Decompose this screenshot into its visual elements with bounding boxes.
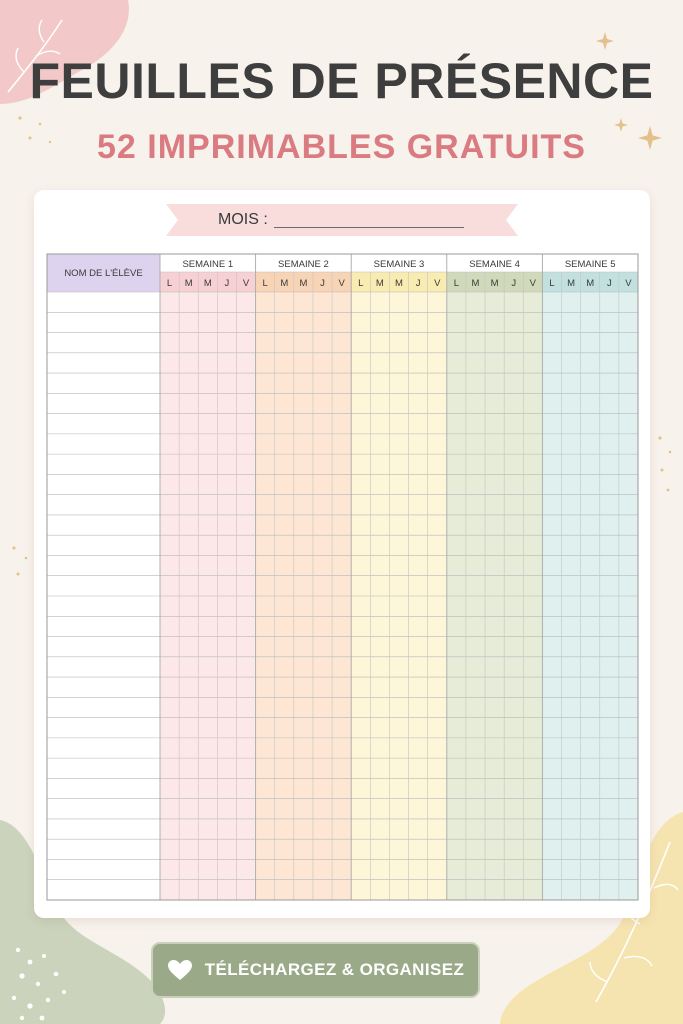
month-label: MOIS :: [218, 211, 268, 228]
day-header: J: [415, 278, 421, 289]
page-subtitle: 52 IMPRIMABLES GRATUITS: [97, 128, 586, 166]
confetti-dots: [6, 540, 36, 590]
day-header: L: [549, 278, 555, 289]
day-header: M: [375, 278, 384, 289]
day-header: V: [338, 278, 345, 289]
week-header: SEMAINE 2: [278, 259, 329, 270]
day-header: V: [242, 278, 250, 289]
attendance-grid: [34, 190, 650, 918]
confetti-dots: [652, 430, 678, 500]
week-header: SEMAINE 4: [469, 259, 520, 270]
day-header: V: [625, 278, 632, 289]
sparkle-icon: [596, 32, 614, 50]
name-column-header: NOM DE L'ÉLÈVE: [64, 268, 143, 279]
day-header: L: [166, 278, 173, 289]
day-header: J: [224, 278, 230, 289]
day-header: M: [184, 278, 193, 289]
week-header: SEMAINE 3: [373, 259, 425, 270]
day-header: M: [203, 278, 212, 289]
heart-icon: [167, 959, 193, 981]
day-header: L: [262, 278, 268, 289]
download-button[interactable]: [151, 942, 480, 998]
download-button-label: TÉLÉCHARGEZ & ORGANISEZ: [204, 960, 465, 979]
day-header: V: [434, 278, 441, 289]
day-header: J: [320, 278, 325, 289]
week-header: SEMAINE 5: [564, 259, 616, 270]
day-header: M: [586, 278, 595, 289]
day-header: M: [490, 278, 499, 289]
attendance-sheet: [34, 190, 650, 918]
page-title: FEUILLES DE PRÉSENCE: [29, 53, 654, 109]
day-header: L: [358, 278, 364, 289]
day-header: M: [471, 278, 480, 289]
day-header: J: [511, 278, 517, 289]
day-header: M: [395, 278, 403, 289]
day-header: M: [567, 278, 576, 289]
day-header: V: [529, 278, 537, 289]
day-header: J: [606, 278, 612, 289]
day-header: L: [453, 278, 460, 289]
day-header: M: [280, 278, 289, 289]
day-header: M: [299, 278, 308, 289]
week-header: SEMAINE 1: [182, 259, 234, 270]
